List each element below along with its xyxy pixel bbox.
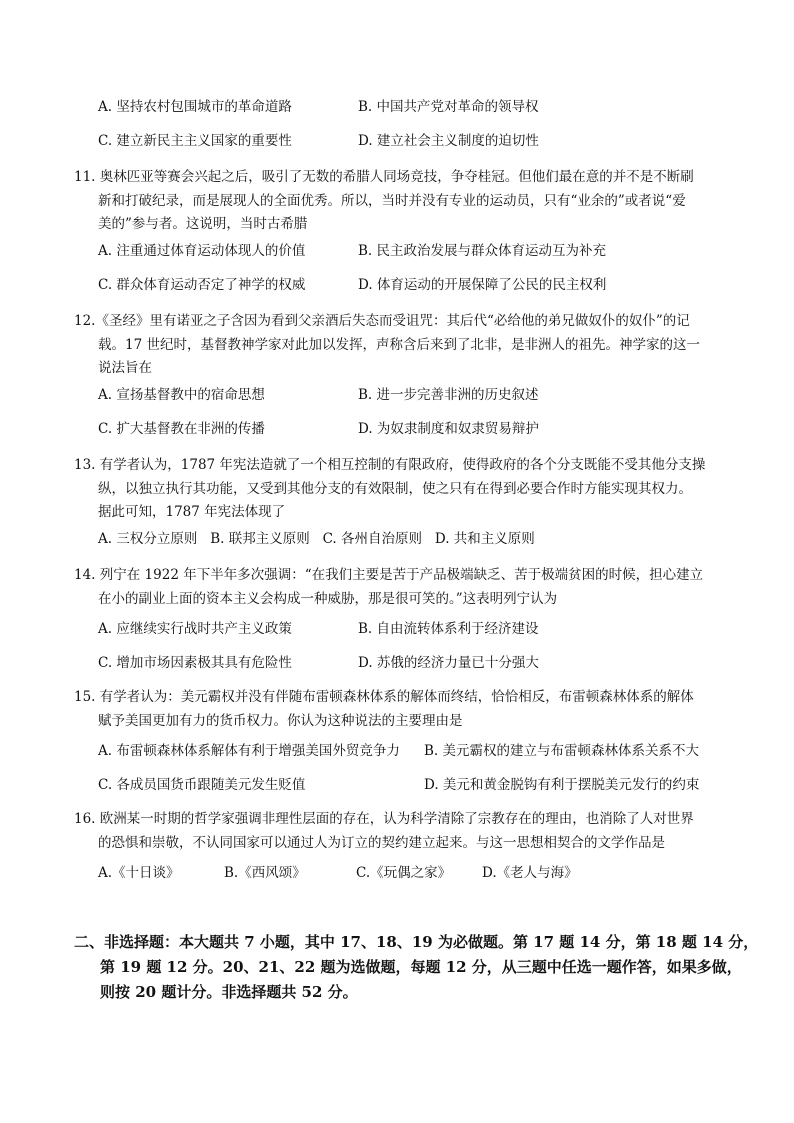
q12-stem-line: 12.《圣经》里有诺亚之子含因为看到父亲酒后失态而受诅咒：其后代“必给他的弟兄做奴仆的奴仆”的记 xyxy=(74,313,690,329)
q15-stem-line: 15. 有学者认为：美元霸权并没有伴随布雷顿森林体系的解体而终结，恰恰相反，布雷顿森林体系的解体 xyxy=(74,689,694,705)
q10-option-b: B. 中国共产党对革命的领导权 xyxy=(358,99,539,115)
q15-option-b: B. 美元霸权的建立与布雷顿森林体系关系不大 xyxy=(424,743,700,759)
q11-option-d: D. 体育运动的开展保障了公民的民主权利 xyxy=(358,277,607,293)
q14-option-a: A. 应继续实行战时共产主义政策 xyxy=(98,621,292,637)
q13-stem-line: 纵，以独立执行其功能，又受到其他分支的有效限制，使之只有在得到必要合作时方能实现其权力。 xyxy=(98,480,692,497)
q12-option-d: D. 为奴隶制度和奴隶贸易辩护 xyxy=(358,421,539,437)
q11-option-a: A. 注重通过体育运动体现人的价值 xyxy=(98,243,306,259)
q16-stem-line: 16. 欧洲某一时期的哲学家强调非理性层面的存在，认为科学清除了宗教存在的理由，也消除了人对世界 xyxy=(74,811,694,827)
section-2-line: 则按 20 题计分。非选择题共 52 分。 xyxy=(100,983,358,1001)
section-2-line: 二、非选择题：本大题共 7 小题，其中 17、18、19 为必做题。第 17 题 14 分，第 18 题 14 分， xyxy=(74,933,759,951)
q15-option-c: C. 各成员国货币跟随美元发生贬值 xyxy=(98,777,306,793)
q11-option-c: C. 群众体育运动否定了神学的权威 xyxy=(98,277,306,293)
q11-stem-line: 美的”参与者。这说明，当时古希腊 xyxy=(98,216,308,232)
q11-stem xyxy=(74,166,724,237)
section-2-line: 第 19 题 12 分。20、21、22 题为选做题，每题 12 分，从三题中任选一题作答，如果多做， xyxy=(100,958,742,976)
q16-option-d: D.《老人与海》 xyxy=(482,865,578,881)
q10-option-c: C. 建立新民主主义国家的重要性 xyxy=(98,133,292,149)
q13-stem xyxy=(74,454,724,525)
q16-stem xyxy=(74,808,724,855)
q14-option-d: D. 苏俄的经济力量已十分强大 xyxy=(358,655,539,671)
q16-option-c: C.《玩偶之家》 xyxy=(356,865,452,881)
q12-stem-line: 载。17 世纪时，基督教神学家对此加以发挥，声称含后来到了北非，是非洲人的祖先。神学家的这一 xyxy=(98,336,700,353)
q12-stem-line: 说法旨在 xyxy=(98,360,152,376)
q12-stem xyxy=(74,310,724,381)
q16-option-a: A.《十日谈》 xyxy=(98,865,180,881)
q13-stem-line: 据此可知，1787 年宪法体现了 xyxy=(98,504,286,520)
q15-stem xyxy=(74,686,724,733)
q11-stem-line: 新和打破纪录，而是展现人的全面优秀。所以，当时并没有专业的运动员，只有“业余的”或者说“爱 xyxy=(98,192,686,209)
q12-option-b: B. 进一步完善非洲的历史叙述 xyxy=(358,387,539,403)
q14-option-b: B. 自由流转体系利于经济建设 xyxy=(358,621,539,637)
q12-option-c: C. 扩大基督教在非洲的传播 xyxy=(98,421,265,437)
q16-option-b: B.《西风颂》 xyxy=(224,865,306,881)
q10-option-d: D. 建立社会主义制度的迫切性 xyxy=(358,133,539,149)
q13-stem-line: 13. 有学者认为，1787 年宪法造就了一个相互控制的有限政府，使得政府的各个分支既能不受其他分支操 xyxy=(74,457,706,473)
q14-stem xyxy=(74,564,724,611)
q14-stem-line: 14. 列宁在 1922 年下半年多次强调：“在我们主要是苦于产品极端缺乏、苦于极端贫困的时候，担心建立 xyxy=(74,567,704,583)
q11-stem-line: 11. 奥林匹亚等赛会兴起之后，吸引了无数的希腊人同场竞技，争夺桂冠。但他们最在意的并不是不断刷 xyxy=(74,169,694,185)
q14-stem-line: 在小的副业上面的资本主义会构成一种威胁，那是很可笑的。”这表明列宁认为 xyxy=(98,590,558,607)
q16-stem-line: 的恐惧和崇敬，不认同国家可以通过人为订立的契约建立起来。与这一思想相契合的文学作品是 xyxy=(98,834,665,851)
q10-option-a: A. 坚持农村包围城市的革命道路 xyxy=(98,99,292,115)
q13-options: A. 三权分立原则 B. 联邦主义原则 C. 各州自治原则 D. 共和主义原则 xyxy=(98,531,535,547)
q12-option-a: A. 宣扬基督教中的宿命思想 xyxy=(98,387,265,403)
q15-stem-line: 赋予美国更加有力的货币权力。你认为这种说法的主要理由是 xyxy=(98,712,463,729)
q14-option-c: C. 增加市场因素极其具有危险性 xyxy=(98,655,292,671)
q15-option-d: D. 美元和黄金脱钩有利于摆脱美元发行的约束 xyxy=(424,777,700,793)
q15-option-a: A. 布雷顿森林体系解体有利于增强美国外贸竞争力 xyxy=(98,743,400,759)
q11-option-b: B. 民主政治发展与群众体育运动互为补充 xyxy=(358,243,607,259)
section-2-heading xyxy=(74,930,759,1005)
